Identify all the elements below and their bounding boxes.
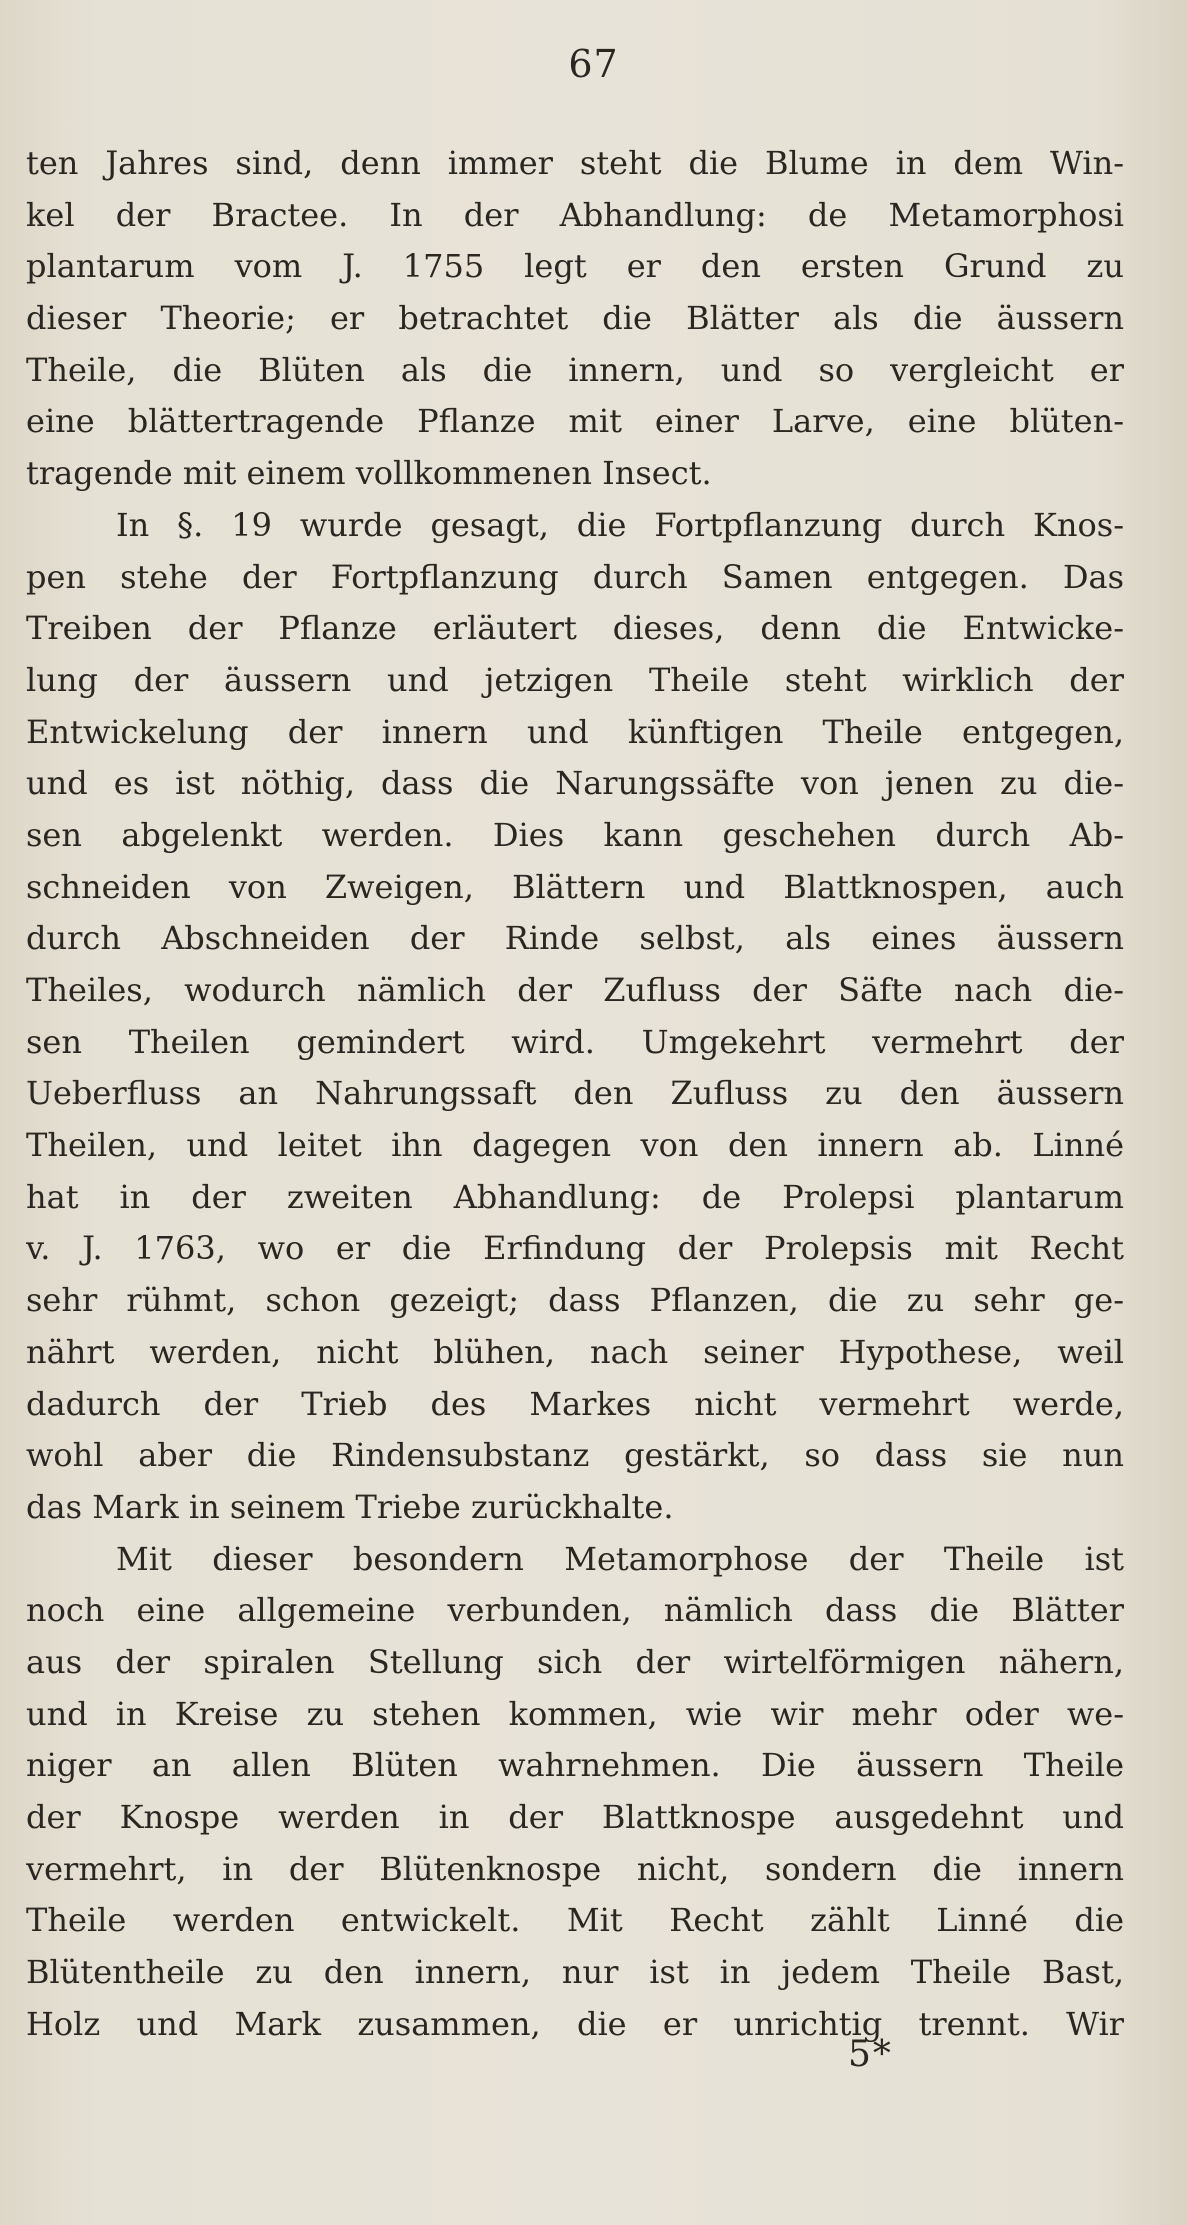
- text-line: Ueberfluss an Nahrungssaft den Zufluss zu den äussern: [26, 1074, 1124, 1113]
- text-line: dadurch der Trieb des Markes nicht vermehrt werde,: [26, 1384, 1124, 1423]
- text-line: sen abgelenkt werden. Dies kann geschehen durch Ab-: [26, 815, 1124, 854]
- text-line: der Knospe werden in der Blattknospe ausgedehnt und: [26, 1798, 1124, 1836]
- text-line: Holz und Mark zusammen, die er unrichtig trennt. Wir: [26, 2004, 1124, 2043]
- text-line: ten Jahres sind, denn immer steht die Blume in dem Win-: [26, 144, 1124, 182]
- text-line: Theile werden entwickelt. Mit Recht zählt Linné die: [26, 1901, 1124, 1940]
- text-line: schneiden von Zweigen, Blättern und Blattknospen, auch: [26, 867, 1124, 906]
- text-line: In §. 19 wurde gesagt, die Fortpflanzung durch Knos-: [116, 505, 1124, 544]
- text-line: niger an allen Blüten wahrnehmen. Die äussern Theile: [26, 1746, 1124, 1785]
- text-line: sen Theilen gemindert wird. Umgekehrt vermehrt der: [26, 1022, 1124, 1061]
- body-text: [26, 138, 1124, 2050]
- text-line: durch Abschneiden der Rinde selbst, als eines äussern: [26, 919, 1124, 958]
- text-line: Mit dieser besondern Metamorphose der Theile ist: [116, 1539, 1124, 1578]
- text-line: Theiles, wodurch nämlich der Zufluss der Säfte nach die-: [26, 971, 1124, 1009]
- text-line: noch eine allgemeine verbunden, nämlich dass die Blätter: [26, 1591, 1124, 1630]
- page-number: 67: [568, 42, 619, 86]
- text-line: sehr rühmt, schon gezeigt; dass Pflanzen, die zu sehr ge-: [26, 1281, 1124, 1320]
- text-line: hat in der zweiten Abhandlung: de Prolepsi plantarum: [26, 1177, 1124, 1216]
- text-line: lung der äussern und jetzigen Theile steht wirklich der: [26, 660, 1124, 699]
- text-line: aus der spiralen Stellung sich der wirtelförmigen nähern,: [26, 1642, 1124, 1681]
- text-line: pen stehe der Fortpflanzung durch Samen entgegen. Das: [26, 557, 1124, 596]
- text-line: wohl aber die Rindensubstanz gestärkt, so dass sie nun: [26, 1436, 1124, 1475]
- text-line: Treiben der Pflanze erläutert dieses, denn die Entwicke-: [26, 609, 1124, 648]
- text-line: das Mark in seinem Triebe zurückhalte.: [26, 1487, 674, 1526]
- text-line: plantarum vom J. 1755 legt er den ersten Grund zu: [26, 247, 1124, 286]
- text-line: Theilen, und leitet ihn dagegen von den innern ab. Linné: [26, 1126, 1124, 1165]
- text-line: Blütentheile zu den innern, nur ist in jedem Theile Bast,: [26, 1953, 1124, 1992]
- text-line: tragende mit einem vollkommenen Insect.: [26, 454, 712, 493]
- text-line: und in Kreise zu stehen kommen, wie wir mehr oder we-: [26, 1694, 1124, 1733]
- text-line: dieser Theorie; er betrachtet die Blätter als die äussern: [26, 299, 1124, 338]
- text-line: kel der Bractee. In der Abhandlung: de Metamorphosi: [26, 195, 1124, 234]
- text-line: nährt werden, nicht blühen, nach seiner Hypothese, weil: [26, 1332, 1124, 1371]
- text-line: vermehrt, in der Blütenknospe nicht, sondern die innern: [26, 1849, 1124, 1888]
- text-line: Entwickelung der innern und künftigen Theile entgegen,: [26, 712, 1124, 751]
- text-line: und es ist nöthig, dass die Narungssäfte von jenen zu die-: [26, 764, 1124, 803]
- text-line: v. J. 1763, wo er die Erfindung der Prolepsis mit Recht: [26, 1229, 1124, 1268]
- text-line: eine blättertragende Pflanze mit einer Larve, eine blüten-: [26, 402, 1124, 441]
- signature-mark: 5*: [848, 2034, 893, 2075]
- text-line: Theile, die Blüten als die innern, und so vergleicht er: [26, 350, 1124, 389]
